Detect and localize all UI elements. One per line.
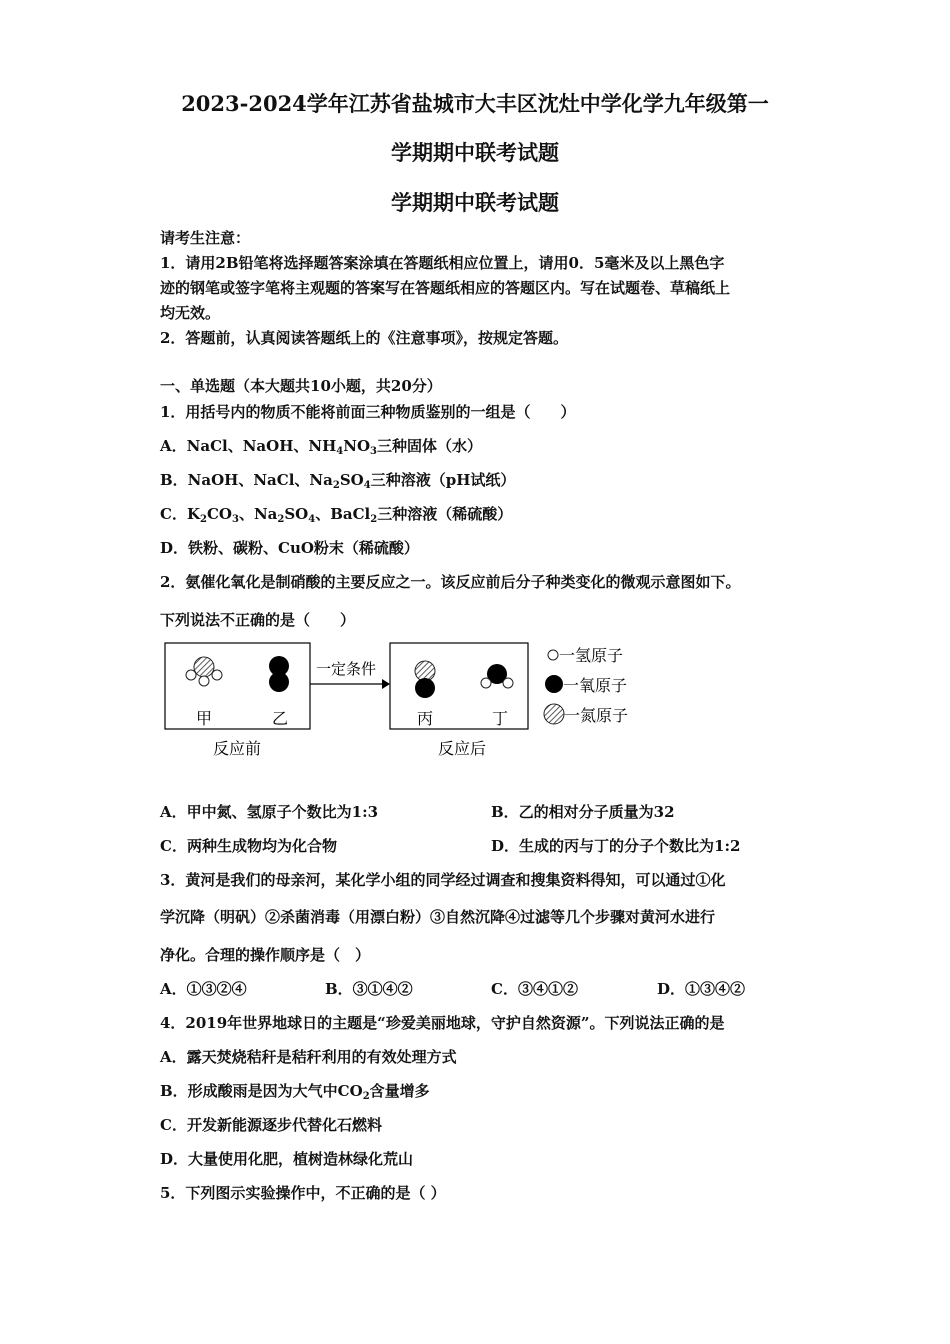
before-box <box>165 643 310 729</box>
notice-item1-line3: 均无效。 <box>160 304 221 322</box>
q2-option-d: D．生成的丙与丁的分子个数比为1:2 <box>491 837 741 855</box>
q2-option-a: A．甲中氮、氢原子个数比为1:3 <box>160 803 379 821</box>
q1-option-d: D．铁粉、碳粉、CuO粉末（稀硫酸） <box>160 539 419 557</box>
q3-option-b: B．③①④② <box>325 980 413 998</box>
label-bing: 丙 <box>416 709 434 728</box>
q5-stem: 5．下列图示实验操作中，不正确的是（ ） <box>160 1184 446 1202</box>
q3-stem-line2: 学沉降（明矾）②杀菌消毒（用漂白粉）③自然沉降④过滤等几个步骤对黄河水进行 <box>160 908 716 926</box>
notice-item2: 2．答题前，认真阅读答题纸上的《注意事项》，按规定答题。 <box>160 329 568 347</box>
label-yi: 乙 <box>271 709 289 728</box>
label-jia: 甲 <box>195 709 213 728</box>
arrow-condition: 一定条件 <box>315 660 377 678</box>
reaction-diagram <box>160 636 660 771</box>
q2-option-b: B．乙的相对分子质量为32 <box>491 803 675 821</box>
q1-option-a: A．NaCl、NaOH、$NH_4NO_3$三种固体（水） <box>160 437 482 457</box>
q2-stem-line2: 下列说法不正确的是（ ） <box>160 611 356 629</box>
q3-option-a: A．①③②④ <box>160 980 247 998</box>
legend-h-label: 一氢原子 <box>559 646 624 665</box>
q4-option-a: A．露天焚烧秸秆是秸秆利用的有效处理方式 <box>160 1048 457 1066</box>
legend-o-label: 一氧原子 <box>563 676 628 695</box>
legend-n-label: 一氮原子 <box>564 706 629 725</box>
q3-stem-line1: 3．黄河是我们的母亲河，某化学小组的同学经过调查和搜集资料得知，可以通过①化 <box>160 871 726 889</box>
caption-before: 反应前 <box>212 739 262 758</box>
doc-title-line1: 2023-2024学年江苏省盐城市大丰区沈灶中学化学九年级第一 <box>181 91 769 116</box>
q2-option-c: C．两种生成物均为化合物 <box>160 837 337 855</box>
label-ding: 丁 <box>491 709 509 728</box>
section-heading: 一、单选题（本大题共10小题，共20分） <box>160 377 442 395</box>
legend-n-symbol <box>544 704 564 724</box>
arrow-head <box>382 679 390 689</box>
notice-item1-line2: 迹的钢笔或签字笔将主观题的答案写在答题纸相应的答题区内。写在试题卷、草稿纸上 <box>160 279 731 297</box>
doc-title-line3: 学期期中联考试题 <box>391 190 559 215</box>
q1-option-b: B．NaOH、NaCl、$Na_2SO_4$三种溶液（pH试纸） <box>160 471 516 491</box>
q4-option-b: B．形成酸雨是因为大气中$CO_2$含量增多 <box>160 1082 430 1102</box>
doc-title-line2: 学期期中联考试题 <box>391 140 559 165</box>
q1-option-c: C．$K_2CO_3$、$Na_2SO_4$、BaCl$_2$三种溶液（稀硫酸） <box>160 505 513 525</box>
notice-heading: 请考生注意： <box>160 229 251 247</box>
q1-stem: 1．用括号内的物质不能将前面三种物质鉴别的一组是（ ） <box>160 403 576 421</box>
q3-stem-line3: 净化。合理的操作顺序是（ ） <box>160 946 371 964</box>
legend-o-symbol <box>545 675 563 693</box>
notice-item1-line1: 1．请用2B铅笔将选择题答案涂填在答题纸相应位置上，请用0．5毫米及以上黑色字 <box>160 254 725 272</box>
q4-option-c: C．开发新能源逐步代替化石燃料 <box>160 1116 382 1134</box>
q4-stem: 4．2019年世界地球日的主题是“珍爱美丽地球，守护自然资源”。下列说法正确的是 <box>160 1014 725 1032</box>
legend-h-symbol <box>548 650 558 660</box>
q3-option-d: D．①③④② <box>657 980 746 998</box>
q2-stem-line1: 2．氨催化氧化是制硝酸的主要反应之一。该反应前后分子种类变化的微观示意图如下。 <box>160 573 741 591</box>
q3-option-c: C．③④①② <box>491 980 578 998</box>
q4-option-d: D．大量使用化肥，植树造林绿化荒山 <box>160 1150 414 1168</box>
caption-after: 反应后 <box>437 739 487 758</box>
